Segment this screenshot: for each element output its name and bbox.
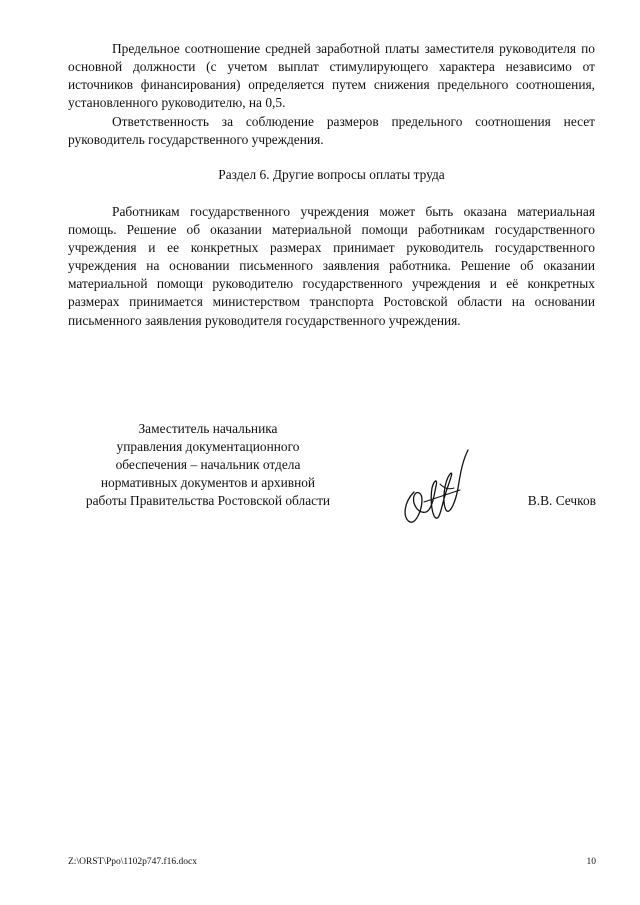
signatory-title-line: нормативных документов и архивной — [100, 475, 316, 491]
signatory-title-line: управления документационного — [116, 439, 300, 455]
signatory-title-line: Заместитель начальника — [138, 421, 278, 436]
paragraph-deputy-ratio: Предельное соотношение средней заработной платы заместителя руководителя по основной должности (с учетом выплат стимулирующего характера независимо от источников финансирования) определяется путем снижения предельного соотношения, установленного руководителю, на 0,5. — [68, 41, 595, 111]
signatory-title — [68, 420, 348, 510]
handwritten-signature — [396, 444, 476, 526]
footer-file-path: Z:\ORST\Ppo\1102p747.f16.docx — [68, 857, 197, 867]
paragraph-responsibility: Ответственность за соблюдение размеров предельного соотношения несет руководитель государственного учреждения. — [68, 114, 595, 148]
paragraph-material-aid: Работникам государственного учреждения может быть оказана материальная помощь. Решение об оказании материальной помощи работникам государственного учреждения и ее конкретных размерах принимает руководитель государственного учреждения на основании письменного заявления работника. Решение об оказании материальной помощи руководителю государственного учреждения и её конкретных размерах принимается министерством транспорта Ростовской области на основании письменного заявления руководителя государственного учреждения. — [68, 204, 595, 328]
section-heading: Раздел 6. Другие вопросы оплаты труда — [218, 167, 445, 182]
signatory-name: В.В. Сечков — [527, 493, 596, 508]
footer-page-number: 10 — [586, 857, 596, 867]
signatory-title-line: обеспечения – начальник отдела — [115, 457, 301, 473]
signatory-title-line: работы Правительства Ростовской области — [85, 493, 331, 509]
